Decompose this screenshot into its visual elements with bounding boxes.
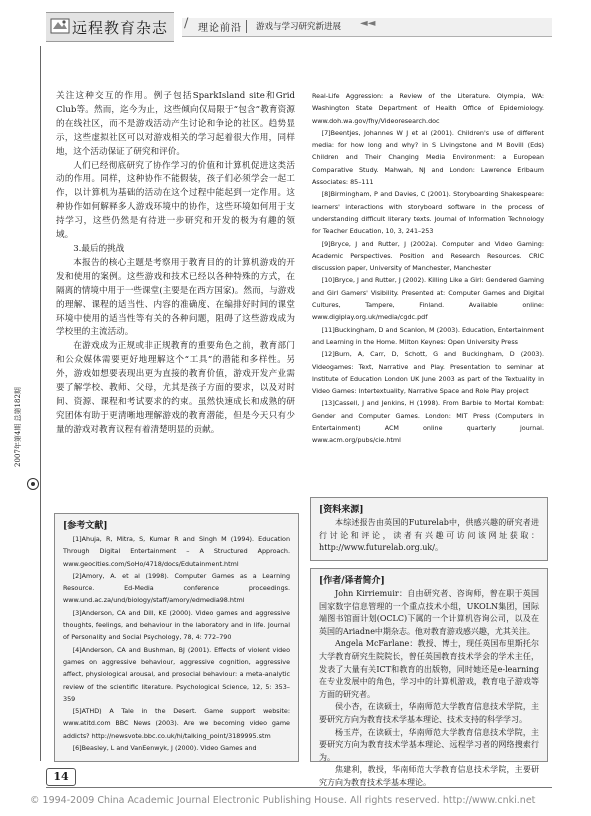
reference-item: [4]Anderson, CA and Bushman, BJ (2001). Effects of violent video games on aggressive behaviour, aggressive cognition, aggressive affect, physiological arousal, and prosocial behaviour: a meta-analytic review of the scientific literature. Psychological Science, 12, 5: 353–359 <box>63 645 290 703</box>
reference-item: [1]Ahuja, R, Mitra, S, Kumar R and Singh M (1994). Education Through Digital Entertainment – A Structured Approach. www.geocities.com/SoHo/4718/docs/Edutainment.html <box>63 535 290 568</box>
footer-rule <box>46 787 552 788</box>
reference-item: [3]Anderson, CA and Dill, KE (2000). Video games and aggressive thoughts, feelings, and behaviour in the laboratory and in life. Journal of Personality and Social Psychology, 78, 4: 772–790 <box>63 608 290 642</box>
reference-item: [11]Buckingham, D and Scanlon, M (2003). Education, Entertainment and Learning in the Home. Milton Keynes: Open University Press <box>312 325 544 346</box>
source-box <box>310 497 548 561</box>
reference-item: [9]Bryce, J and Rutter, J (2002a). Computer and Video Gaming: Academic Perspectives. Position and Research Resources. CRIC discussion paper, University of Manchester, Manchester <box>312 239 544 273</box>
paragraph: 在游戏成为正规或非正规教育的重要角色之前，教育部门和公众媒体需要更好地理解这个“工具”的潜能和多样性。另外，游戏如想要表现出更为直接的教育价值，游戏开发产业需要了解学校、教师、父母，尤其是孩子方面的要求，以及对时间、资源、课程和考试要求的约束。虽然快速成长和成熟的研究团体有助于更清晰地理解游戏的教育潜能，但是今天只有少量的游戏对教育议程有着清楚明显的贡献。 <box>56 341 295 435</box>
reference-list <box>63 533 290 754</box>
copyright-notice: © 1994-2009 China Academic Journal Electronic Publishing House. All rights reserved. http://www.cnki.net <box>30 795 536 806</box>
reference-item: [5]ATHD) A Tale in the Desert. Game support website: www.atitd.com BBC News (2003). Are we becoming video game addicts? http://newsvote.bbc.co.uk/hi/talking_point/3189995.stm <box>63 707 290 740</box>
author-bio: 侯小杏，在读硕士，华南师范大学教育信息技术学院，主要研究方向为教育技术学基本理论、技术支持的科学学习。 <box>319 702 539 724</box>
side-note <box>8 370 26 490</box>
right-column-references <box>312 90 544 447</box>
reference-item: Real-Life Aggression: a Review of the Literature. Olympia, WA: Washington State Department of Health Office of Epidemiology. www.doh.wa.gov/fhy/Videoresearch.doc <box>312 92 544 125</box>
reference-item: [8]Birmingham, P and Davies, C (2001). Storyboarding Shakespeare: learners' interactions with storyboard software in the process of understanding difficult literary texts. Journal of Information Technology for Teacher Education, 10, 3, 241–253 <box>312 190 544 236</box>
page-number: 14 <box>46 768 76 786</box>
series-name: 游戏与学习研究新进展 <box>256 22 342 32</box>
references-title: [参考文献] <box>63 521 108 531</box>
left-column-body <box>56 90 295 438</box>
source-text: 本综述报告由英国的Futurelab中，供感兴趣的研究者进行讨论和评论，读者有兴趣可访问该网址获取：http://www.futurelab.org.uk/。 <box>319 518 539 553</box>
paragraph: 关注这种交互的作用。例子包括SparkIsland site和Grid Club等。然而，迄今为止，这些倾向仅局限于“包含”教育资源的在线社区，而不是游戏活动产生讨论和争论的社区。趋势显示，这些虚拟社区可以对游戏相关的学习起着很大作用，同样地，这个活动保证了研究和评价。 <box>56 91 295 157</box>
author-bio: 焦建利，教授，华南师范大学教育信息技术学院，主要研究方向为教育技术学基本理论。 <box>319 765 539 787</box>
reference-item: [13]Cassell, J and Jenkins, H (1998). From Barbie to Mortal Kombat: Gender and Computer Games. London: MIT Press (Computers in Entertainment) ACM online quarterly journal. www.acm.org/pubs/cie.html <box>312 399 544 445</box>
paragraph: 本报告的核心主题是考察用于教育目的的计算机游戏的开发和使用的案例。这些游戏和技术已经以各种特殊的方式，在隔离的情境中用于一些课堂(主要是在西方国家)。然而，与游戏的理解、课程的适当性、内容的准确度、在编排好时间的课堂环境中使用的适当性等有关的各种问题，阻碍了这些游戏成为学校里的主流活动。 <box>56 257 295 338</box>
reference-list <box>312 90 544 447</box>
journal-brand <box>46 12 174 42</box>
header-divider <box>246 20 247 33</box>
reference-item: [12]Burn, A, Carr, D, Schott, G and Buckingham, D (2003). Videogames: Text, Narrative and Play. Presentation to seminar at Institute of Education London UK June 2003 as part of the Textuality in Video Games: Intertextuality, Narrative Space and Role Play project <box>312 350 544 396</box>
paragraph: 人们已经彻底研究了协作学习的价值和计算机促进这类活动的作用。同样，这种协作不能假装，孩子们必须学会一起工作，以计算机为基础的活动在这个过程中能起到一定作用。这种协作如何解释多人游戏环境中的协作，这些环境如何用于支持学习，这些仍然是有待进一步研究和开发的极为有趣的领域。 <box>56 160 295 241</box>
section-heading: 3.最后的挑战 <box>73 243 125 254</box>
reference-item: [6]Beasley, L and VanEenwyk, J (2000). Video Games and <box>72 744 257 753</box>
reference-item: [10]Bryce, J and Rutter, J (2002). Killing Like a Girl: Gendered Gaming and Girl Gamers' Visibility. Presented at: Computer Games and Digital Cultures, Tampere, Finland. Available online: www.digiplay.org.uk/media/cgdc.pdf <box>312 276 544 322</box>
bullet-dot-icon <box>27 478 39 490</box>
author-bio: 杨玉芹，在读硕士，华南师范大学教育信息技术学院，主要研究方向为教育技术学基本理论、远程学习者的网络搜索行为。 <box>319 727 539 762</box>
reference-item: [2]Amory, A. et al (1998). Computer Games as a Learning Resource. Ed-Media conference proceedings. www.und.ac.za/und/biology/staff/amory/edmedia98.html <box>63 571 290 605</box>
author-bio: John Kirriemuir：自由研究者、咨询师，曾在职于英国国家数字信息管理的一个重点技术小组，UKOLN集团，国际端图书馆面计划(OCLC)下属的一个计算机咨询公司，以及在英国的Ariadne中期杂志。他对教育游戏感兴趣，尤其关注。 <box>319 589 539 636</box>
author-bios <box>319 588 539 790</box>
arrows-icon: ◄◄ <box>360 18 376 29</box>
reference-item: [7]Beentjes, Johannes W J et al (2001). Children's use of different media: for how long and why? in S Livingstone and M Bovill (Eds) Children and Their Changing Media Environment: a European Comparative Study. Mahwah, NJ and London: Lawrence Erlbaum Associates: 85–111 <box>312 128 544 187</box>
author-bio: Angela McFarlane：教授、博士，现任英国布里斯托尔大学教育研究生院院长，曾任英国教育技术学会的学术主任，发表了大量有关ICT和教育的出版物，同时她还是e-learning在专业发展中的角色，学习中的计算机游戏，教育电子游戏等方面的研究者。 <box>319 639 539 699</box>
author-title: [作者/译者简介] <box>319 576 385 586</box>
section-name: 理论前沿 <box>198 23 242 34</box>
margin-rule <box>40 46 41 761</box>
source-title: [资料来源] <box>319 505 364 515</box>
author-box <box>310 568 548 787</box>
issue-label: 2007年第4期 总第182期 <box>14 387 22 467</box>
header-slash: / <box>184 16 189 31</box>
references-box <box>54 513 299 762</box>
running-header <box>46 12 552 40</box>
journal-logo-icon <box>50 17 70 35</box>
journal-title: 远程教育杂志 <box>72 19 169 37</box>
